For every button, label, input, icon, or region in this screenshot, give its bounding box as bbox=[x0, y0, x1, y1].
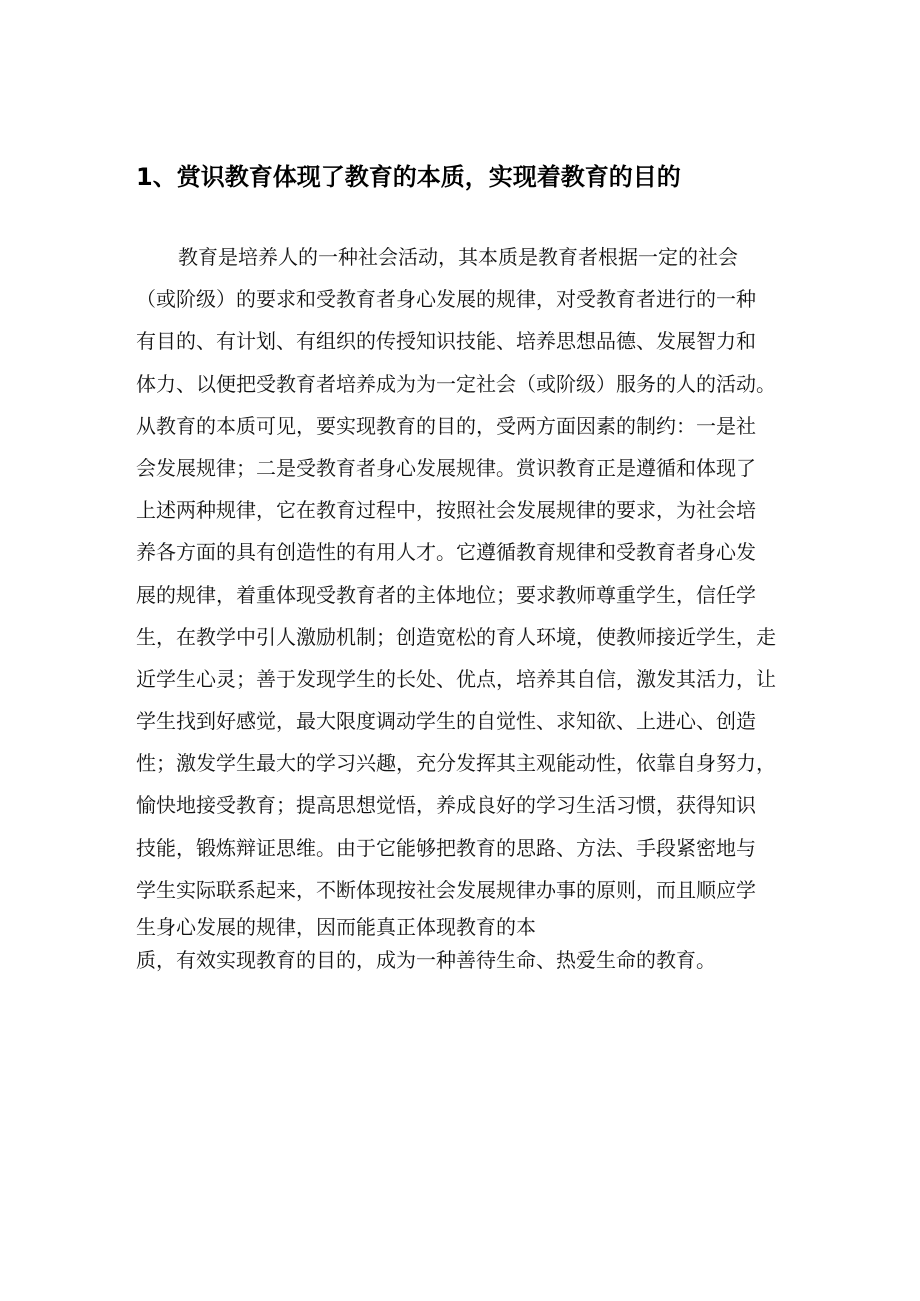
paragraph-line: 展的规律，着重体现受教育者的主体地位；要求教师尊重学生，信任学 bbox=[136, 582, 756, 607]
paragraph-line: 愉快地接受教育；提高思想觉悟，养成良好的学习生活习惯，获得知识 bbox=[136, 793, 756, 818]
paragraph-line: 从教育的本质可见，要实现教育的目的，受两方面因素的制约：一是社 bbox=[136, 413, 756, 438]
paragraph-line: 生身心发展的规律，因而能真正体现教育的本 bbox=[136, 915, 536, 939]
paragraph-line: 教育是培养人的一种社会活动，其本质是教育者根据一定的社会 bbox=[178, 245, 738, 269]
paragraph-line: 近学生心灵；善于发现学生的长处、优点，培养其自信，激发其活力，让 bbox=[136, 666, 776, 691]
paragraph-line: 养各方面的具有创造性的有用人才。它遵循教育规律和受教育者身心发 bbox=[136, 540, 756, 565]
paragraph-line: 上述两种规律，它在教育过程中，按照社会发展规律的要求，为社会培 bbox=[136, 498, 756, 523]
paragraph-line: 有目的、有计划、有组织的传授知识技能、培养思想品德、发展智力和 bbox=[136, 329, 756, 354]
paragraph-line: 技能，锻炼辩证思维。由于它能够把教育的思路、方法、手段紧密地与 bbox=[136, 835, 756, 860]
paragraph-line: 体力、以便把受教育者培养成为为一定社会（或阶级）服务的人的活动。 bbox=[136, 371, 776, 396]
paragraph-line: 生，在教学中引人激励机制；创造宽松的育人环境，使教师接近学生，走 bbox=[136, 624, 776, 649]
paragraph-line: 学生实际联系起来，不断体现按社会发展规律办事的原则，而且顺应学 bbox=[136, 877, 756, 902]
paragraph-line: 学生找到好感觉，最大限度调动学生的自觉性、求知欲、上进心、创造 bbox=[136, 709, 756, 734]
paragraph-line: 性；激发学生最大的学习兴趣，充分发挥其主观能动性，依靠自身努力， bbox=[136, 751, 776, 776]
section-heading: 1、赏识教育体现了教育的本质，实现着教育的目的 bbox=[136, 163, 681, 191]
paragraph-line: （或阶级）的要求和受教育者身心发展的规律，对受教育者进行的一种 bbox=[136, 287, 756, 312]
paragraph-line: 会发展规律；二是受教育者身心发展规律。赏识教育正是遵循和体现了 bbox=[136, 455, 756, 480]
paragraph-line: 质，有效实现教育的目的，成为一种善待生命、热爱生命的教育。 bbox=[136, 948, 716, 972]
body-paragraph bbox=[136, 236, 816, 977]
